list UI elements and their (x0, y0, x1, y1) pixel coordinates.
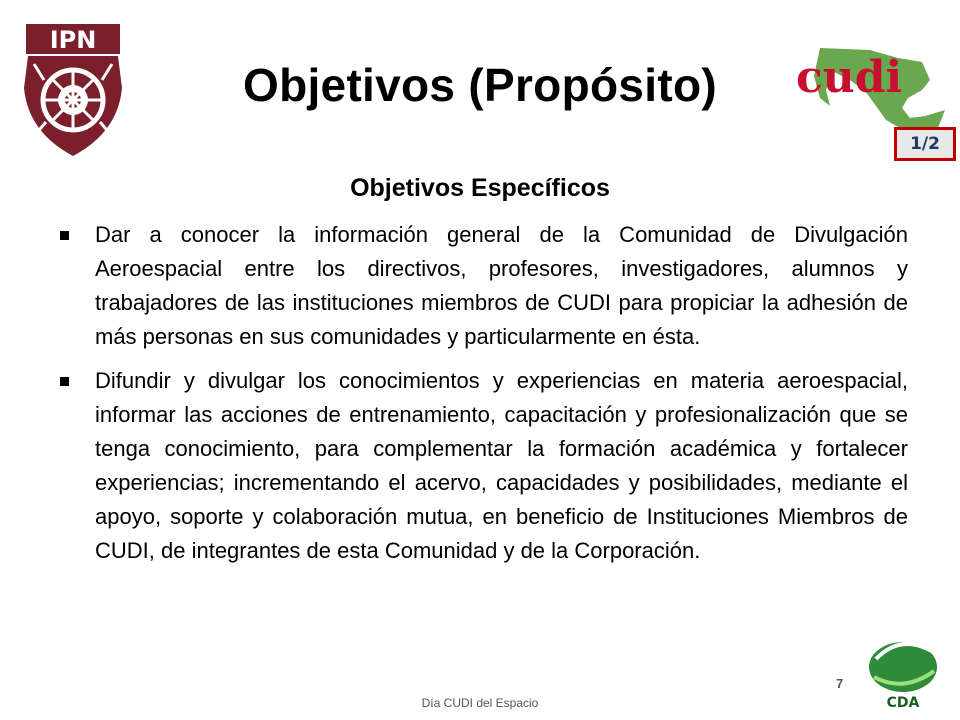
cda-emblem-icon (858, 637, 948, 712)
page-title: Objetivos (Propósito) (243, 59, 717, 111)
square-bullet-icon (60, 377, 69, 386)
slide-number: 7 (836, 676, 844, 691)
cda-logo-text: CDA (886, 695, 920, 711)
objective-text: Dar a conocer la información general de la Comunidad de Divulgación Aeroespacial entre los directivos, profesores, investigadores, alumnos y trabajadores de las instituciones miembros de CUDI para propiciar la adhesión de más personas en sus comunidades y particularmente en ésta. (95, 222, 908, 349)
square-bullet-icon (60, 231, 69, 240)
objective-item (60, 364, 908, 568)
cda-logo (858, 637, 948, 712)
objective-item (60, 218, 908, 354)
page-indicator-text: 1/2 (910, 134, 940, 154)
section-subtitle: Objetivos Específicos (350, 174, 610, 202)
cudi-logo-text: cudi (796, 52, 903, 103)
objective-text: Difundir y divulgar los conocimientos y experiencias en materia aeroespacial, informar las acciones de entrenamiento, capacitación y profesionalización que se tenga conocimiento, para complementar la formación académica y fortalecer experiencias; incrementando el acervo, capacidades y posibilidades, mediante el apoyo, soporte y colaboración mutua, en beneficio de Instituciones Miembros de CUDI, de integrantes de esta Comunidad y de la Corporación. (95, 368, 908, 563)
ipn-logo-text: IPN (49, 26, 97, 54)
page-indicator-badge (894, 127, 956, 161)
footer-event-name: Día CUDI del Espacio (421, 696, 539, 710)
objectives-list (60, 218, 908, 578)
